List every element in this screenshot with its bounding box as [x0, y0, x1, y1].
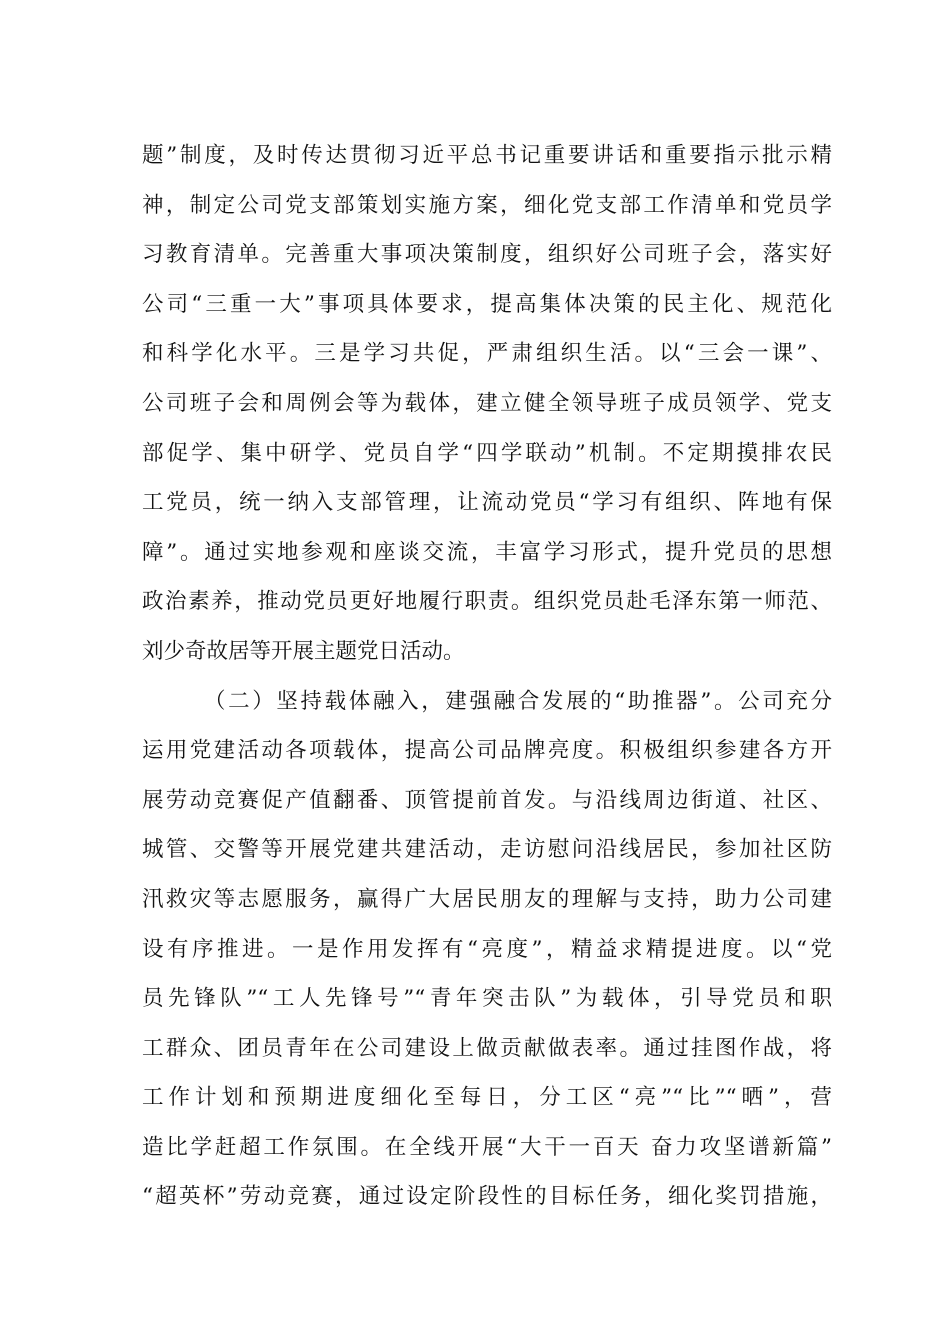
text-line: 展劳动竞赛促产值翻番、顶管提前首发。与沿线周边街道、社区、	[142, 787, 832, 813]
text-line: 神，制定公司党支部策划实施方案，细化党支部工作清单和党员学	[142, 192, 832, 218]
text-line: 障”。通过实地参观和座谈交流，丰富学习形式，提升党员的思想	[142, 539, 832, 565]
text-line: 工作计划和预期进度细化至每日，分工区“亮”“比”“晒”，营	[142, 1085, 832, 1111]
text-line: 运用党建活动各项载体，提高公司品牌亮度。积极组织参建各方开	[142, 738, 832, 764]
text-line: 政治素养，推动党员更好地履行职责。组织党员赴毛泽东第一师范、	[142, 589, 832, 615]
text-line: 部促学、集中研学、党员自学“四学联动”机制。不定期摸排农民	[142, 440, 832, 466]
paragraph-heading-line: （二）坚持载体融入，建强融合发展的“助推器”。公司充分	[204, 688, 832, 714]
text-line: 造比学赶超工作氛围。在全线开展“大干一百天 奋力攻坚谱新篇”	[142, 1134, 832, 1160]
text-line: 公司班子会和周例会等为载体，建立健全领导班子成员领学、党支	[142, 390, 832, 416]
body-text	[142, 131, 832, 1222]
text-line: 工党员，统一纳入支部管理，让流动党员“学习有组织、阵地有保	[142, 490, 832, 516]
text-line: 刘少奇故居等开展主题党日活动。	[142, 638, 465, 664]
text-line: 工群众、团员青年在公司建设上做贡献做表率。通过挂图作战，将	[142, 1035, 832, 1061]
text-line: 设有序推进。一是作用发挥有“亮度”，精益求精提进度。以“党	[142, 936, 832, 962]
text-line: 城管、交警等开展党建共建活动，走访慰问沿线居民，参加社区防	[142, 837, 832, 863]
text-line: “超英杯”劳动竞赛，通过设定阶段性的目标任务，细化奖罚措施，	[142, 1184, 832, 1210]
text-line: 和科学化水平。三是学习共促，严肃组织生活。以“三会一课”、	[142, 341, 832, 367]
text-line: 习教育清单。完善重大事项决策制度，组织好公司班子会，落实好	[142, 242, 832, 268]
text-line: 题”制度，及时传达贯彻习近平总书记重要讲话和重要指示批示精	[142, 143, 832, 168]
text-line: 员先锋队”“工人先锋号”“青年突击队”为载体，引导党员和职	[142, 986, 832, 1012]
text-line: 公司“三重一大”事项具体要求，提高集体决策的民主化、规范化	[142, 291, 832, 317]
text-line: 汛救灾等志愿服务，赢得广大居民朋友的理解与支持，助力公司建	[142, 886, 832, 912]
